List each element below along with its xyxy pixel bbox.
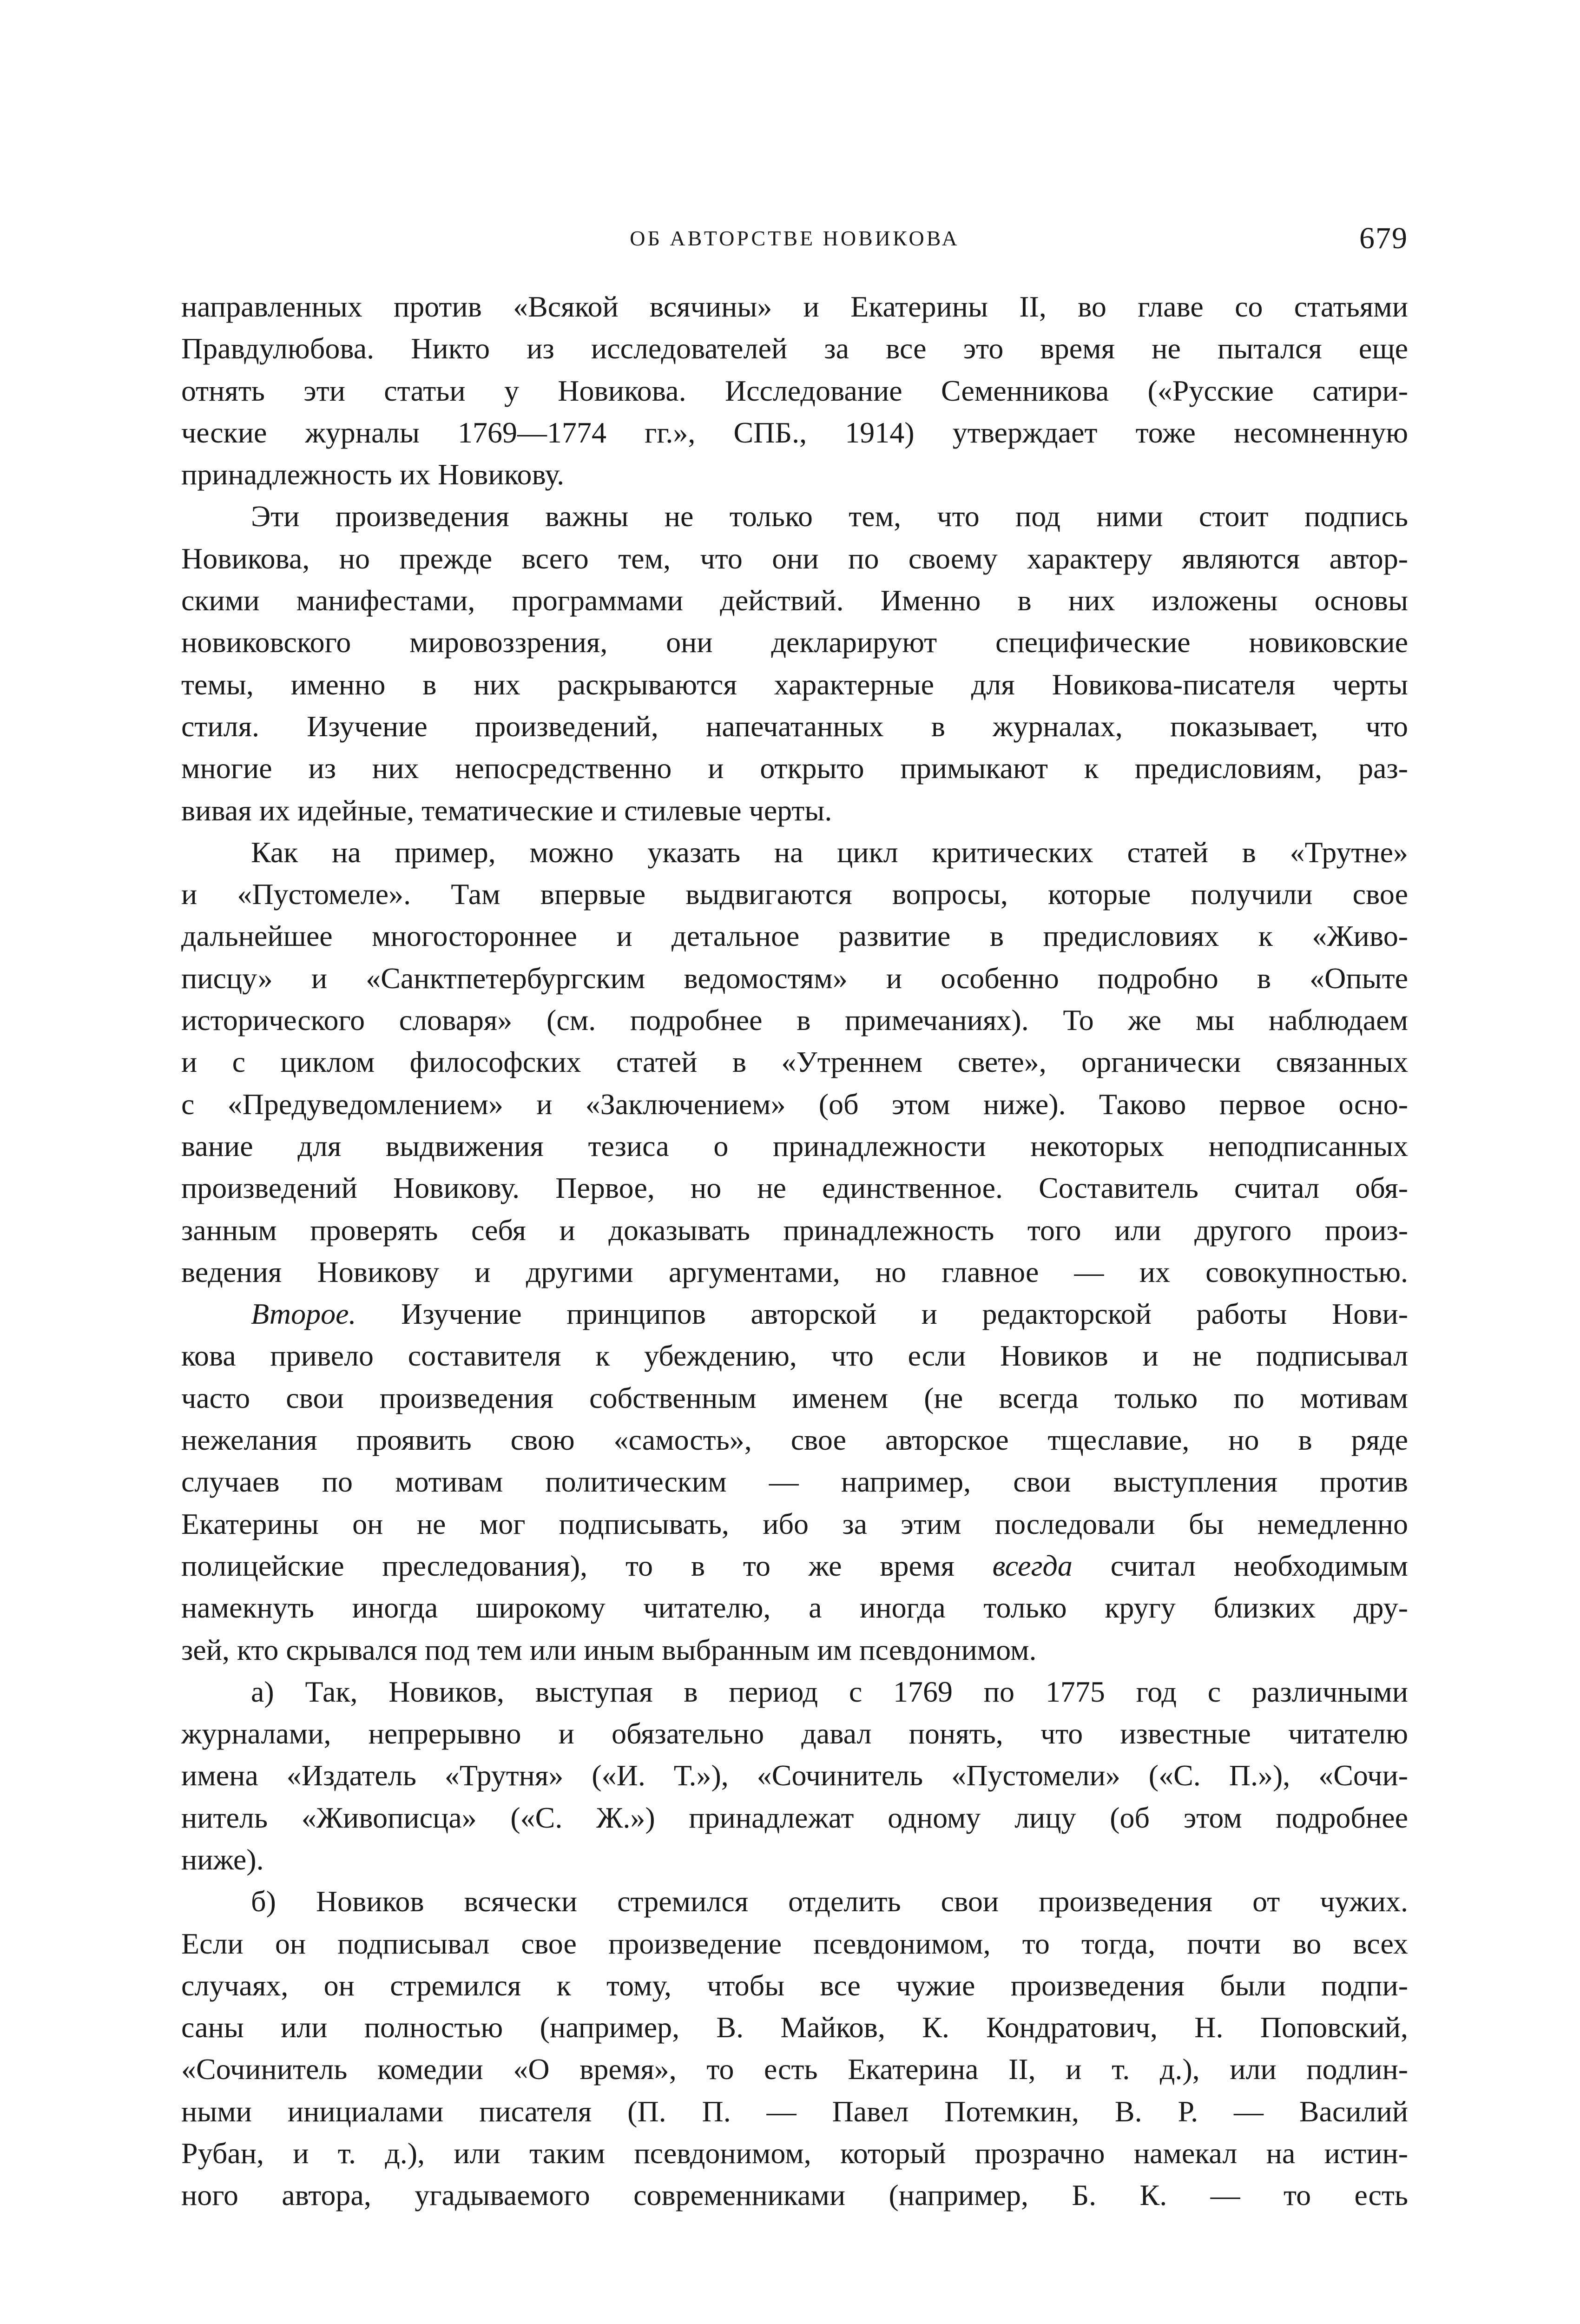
text-line: исторического словаря» (см. подробнее в примечаниях). То же мы наблюдаем [181,1004,1408,1037]
text-line: Эти произведения важны не только тем, что под ними стоит подпись [251,500,1408,533]
text-line: и с циклом философских статей в «Утреннем свете», органически связанных [181,1045,1408,1079]
text-line: ниже). [181,1842,264,1876]
text-line: а) Так, Новиков, выступая в период с 1769 по 1775 год с различными [251,1675,1408,1708]
text-line: б) Новиков всячески стремился отделить свои произведения от чужих. [251,1885,1408,1918]
paragraph [181,286,1408,495]
text-line: часто свои произведения собственным именем (не всегда только по мотивам [181,1381,1408,1414]
text-line: ведения Новикову и другими аргументами, но главное — их совокупностью. [181,1255,1408,1288]
text-line: вивая их идейные, тематические и стилевые черты. [181,793,832,827]
text-line: занным проверять себя и доказывать принадлежность того или другого произ- [181,1213,1408,1247]
text-line: Екатерины он не мог подписывать, ибо за этим последовали бы немедленно [181,1507,1408,1540]
text-line: случаев по мотивам политическим — например, свои выступления против [181,1465,1408,1499]
text-line: вание для выдвижения тезиса о принадлежности некоторых неподписанных [181,1129,1408,1162]
paragraph [181,495,1408,831]
text-line: многие из них непосредственно и открыто примыкают к предисловиям, раз- [181,752,1408,785]
text-line: ными инициалами писателя (П. П. — Павел Потемкин, В. Р. — Василий [181,2094,1408,2128]
italic-word: всегда [992,1549,1073,1582]
text-line: отнять эти статьи у Новикова. Исследование Семенникова («Русские сатири- [181,374,1408,407]
text-line: кова привело составителя к убеждению, что если Новиков и не подписывал [181,1339,1408,1373]
text-line: Новикова, но прежде всего тем, что они по своему характеру являются автор- [181,541,1408,575]
text-run: полицейские преследования), то в то же время [181,1549,955,1582]
text-line: новиковского мировоззрения, они декларируют специфические новиковские [181,626,1408,659]
text-line: журналами, непрерывно и обязательно давал понять, что известные читателю [181,1717,1408,1750]
text-line: скими манифестами, программами действий. Именно в них изложены основы [181,584,1408,617]
paragraph [181,1293,1408,1671]
paragraph [181,1881,1408,2216]
text-line: принадлежность их Новикову. [181,458,565,491]
text-line: нитель «Живописца» («С. Ж.») принадлежат одному лицу (об этом подробнее [181,1801,1408,1834]
text-line: Если он подписывал свое произведение псевдонимом, то тогда, почти во всех [181,1927,1408,1960]
text-line: ного автора, угадываемого современниками (например, Б. К. — то есть [181,2179,1408,2212]
text-line [181,1545,1408,1587]
running-title: ОБ АВТОРСТВЕ НОВИКОВА [630,226,960,250]
text-line: с «Предуведомлением» и «Заключением» (об этом ниже). Таково первое осно- [181,1087,1408,1121]
text-line: темы, именно в них раскрываются характерные для Новикова-писателя черты [181,667,1408,701]
italic-lead: Второе. [251,1297,356,1331]
text-line: Рубан, и т. д.), или таким псевдонимом, который прозрачно намекал на истин- [181,2137,1408,2170]
text-line: зей, кто скрывался под тем или иным выбранным им псевдонимом. [181,1633,1037,1666]
text-run: считал необходимым [1072,1549,1409,1582]
body-text [181,286,1408,2217]
page-number: 679 [1359,221,1408,255]
paragraph [181,1671,1408,1881]
text-line: дальнейшее многостороннее и детальное развитие в предисловиях к «Живо- [181,919,1408,953]
text-line: писцу» и «Санктпетербургским ведомостям» и особенно подробно в «Опыте [181,961,1408,995]
paragraph [181,832,1408,1293]
text-line: нежелания проявить свою «самость», свое авторское тщеславие, но в ряде [181,1423,1408,1457]
text-line: «Сочинитель комедии «О время», то есть Екатерина II, и т. д.), или подлин- [181,2053,1408,2086]
text-line: стиля. Изучение произведений, напечатанных в журналах, показывает, что [181,709,1408,743]
text-line: намекнуть иногда широкому читателю, а иногда только кругу близких дру- [181,1591,1408,1624]
text-line: имена «Издатель «Трутня» («И. Т.»), «Сочинитель «Пустомели» («С. П.»), «Сочи- [181,1759,1408,1792]
text-run: Изучение принципов авторской и редакторской работы Нови- [356,1297,1408,1331]
text-line: произведений Новикову. Первое, но не единственное. Составитель считал обя- [181,1171,1408,1205]
text-line: Как на пример, можно указать на цикл критических статей в «Трутне» [251,835,1408,869]
text-line: Правдулюбова. Никто из исследователей за все это время не пытался еще [181,332,1408,365]
text-line: случаях, он стремился к тому, чтобы все чужие произведения были подпи- [181,1968,1408,2002]
running-head [181,218,1408,259]
text-line [181,1293,1408,1335]
text-line: направленных против «Всякой всячины» и Екатерины II, во главе со статьями [181,290,1408,323]
text-line: ческие журналы 1769—1774 гг.», СПБ., 1914) утверждает тоже несомненную [181,416,1408,449]
text-line: саны или полностью (например, В. Майков, К. Кондратович, Н. Поповский, [181,2011,1408,2044]
text-line: и «Пустомеле». Там впервые выдвигаются вопросы, которые получили свое [181,878,1408,911]
